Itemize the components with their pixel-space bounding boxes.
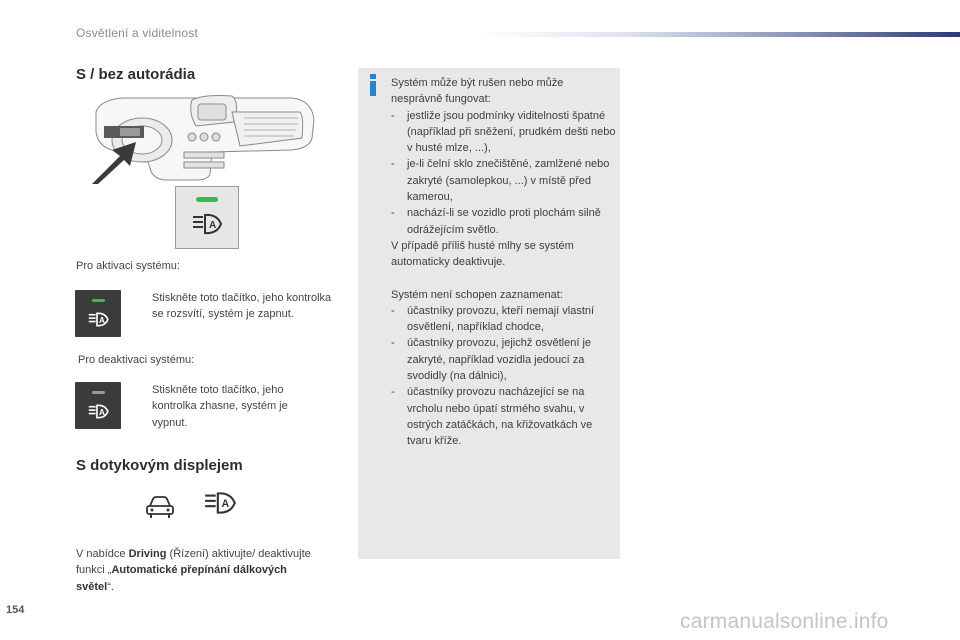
auto-high-beam-button-closeup bbox=[175, 186, 239, 249]
deactivate-intro: Pro deaktivaci systému: bbox=[78, 354, 195, 366]
function-name: Automatické přepínání dálkových světel bbox=[76, 564, 287, 593]
dash: - bbox=[391, 109, 395, 122]
deactivate-step-text: Stiskněte toto tlačítko, jeho kontrolka zhasne, systém je vypnut. bbox=[152, 384, 288, 429]
svg-text:A: A bbox=[99, 315, 105, 325]
page-number: 154 bbox=[6, 604, 25, 616]
menu-name: Driving bbox=[128, 548, 167, 560]
info-intro: Systém může být rušen nebo může nesprávně fungovat: bbox=[391, 77, 564, 106]
list-item bbox=[391, 156, 616, 205]
page-header-title: Osvětlení a viditelnost bbox=[76, 26, 198, 40]
indicator-led-on-icon bbox=[92, 299, 105, 302]
list-item-text: je-li čelní sklo znečištěné, zamlžené nebo zakryté (samolepkou, ...) v místě před kamerou, bbox=[407, 158, 610, 204]
info-icon bbox=[367, 74, 379, 96]
list-item-text: účastníky provozu, jejichž osvětlení je zakryté, například vozidla jedoucí za svodidly (na dálnici), bbox=[407, 337, 592, 383]
dash: - bbox=[391, 304, 395, 317]
list-item bbox=[391, 384, 616, 449]
info-text bbox=[391, 75, 616, 450]
section-heading-radio: S / bez autorádia bbox=[76, 66, 196, 83]
auto-high-beam-icon bbox=[87, 404, 111, 419]
list-item-text: jestliže jsou podmínky viditelnosti špatné (například při sněžení, prudkém dešti nebo v husté mlze, ...), bbox=[407, 109, 616, 155]
svg-text:A: A bbox=[99, 407, 105, 417]
touchscreen-instruction bbox=[76, 546, 326, 595]
list-item bbox=[391, 205, 616, 238]
svg-text:A: A bbox=[221, 498, 230, 511]
info-intro-2: Systém není schopen zaznamenat: bbox=[391, 288, 563, 301]
activate-step-text: Stiskněte toto tlačítko, jeho kontrolka se rozsvítí, systém je zapnut. bbox=[152, 292, 332, 321]
dash: - bbox=[391, 158, 395, 171]
dash: - bbox=[391, 207, 395, 220]
activate-intro: Pro aktivaci systému: bbox=[76, 260, 180, 272]
section-heading-touchscreen: S dotykovým displejem bbox=[76, 457, 243, 474]
header-gradient-bar bbox=[480, 32, 960, 37]
list-item-text: nachází-li se vozidlo proti plochám silně odrážejícím světlo. bbox=[407, 207, 601, 236]
auto-high-beam-icon bbox=[203, 491, 239, 515]
list-item-text: účastníky provozu nacházející se na vrcholu nebo úpatí strmého svahu, v ostrých zatáčkách, na křižovatkách ve tvaru kříže. bbox=[407, 386, 593, 448]
instruction-text: “. bbox=[107, 580, 114, 593]
watermark: carmanualsonline.info bbox=[680, 610, 889, 633]
instruction-text: (Řízení) aktivujte/ deaktivujte funkci „ bbox=[76, 548, 311, 577]
auto-high-beam-icon bbox=[87, 312, 111, 327]
fog-note: V případě příliš husté mlhy se systém automaticky deaktivuje. bbox=[391, 239, 574, 269]
list-item bbox=[391, 335, 616, 384]
dash: - bbox=[391, 337, 395, 350]
auto-high-beam-button-on bbox=[75, 290, 121, 337]
instruction-text: V nabídce bbox=[76, 548, 129, 560]
indicator-led-off-icon bbox=[92, 391, 105, 394]
auto-high-beam-icon bbox=[191, 213, 225, 235]
car-icon bbox=[144, 496, 176, 520]
auto-high-beam-button-off bbox=[75, 382, 121, 429]
list-item bbox=[391, 303, 616, 336]
indicator-led-icon bbox=[196, 197, 218, 202]
dash: - bbox=[391, 386, 395, 399]
svg-text:A: A bbox=[209, 220, 217, 231]
list-item bbox=[391, 108, 616, 157]
list-item-text: účastníky provozu, kteří nemají vlastní osvětlení, například chodce, bbox=[407, 304, 595, 334]
dashboard-illustration bbox=[92, 92, 318, 184]
